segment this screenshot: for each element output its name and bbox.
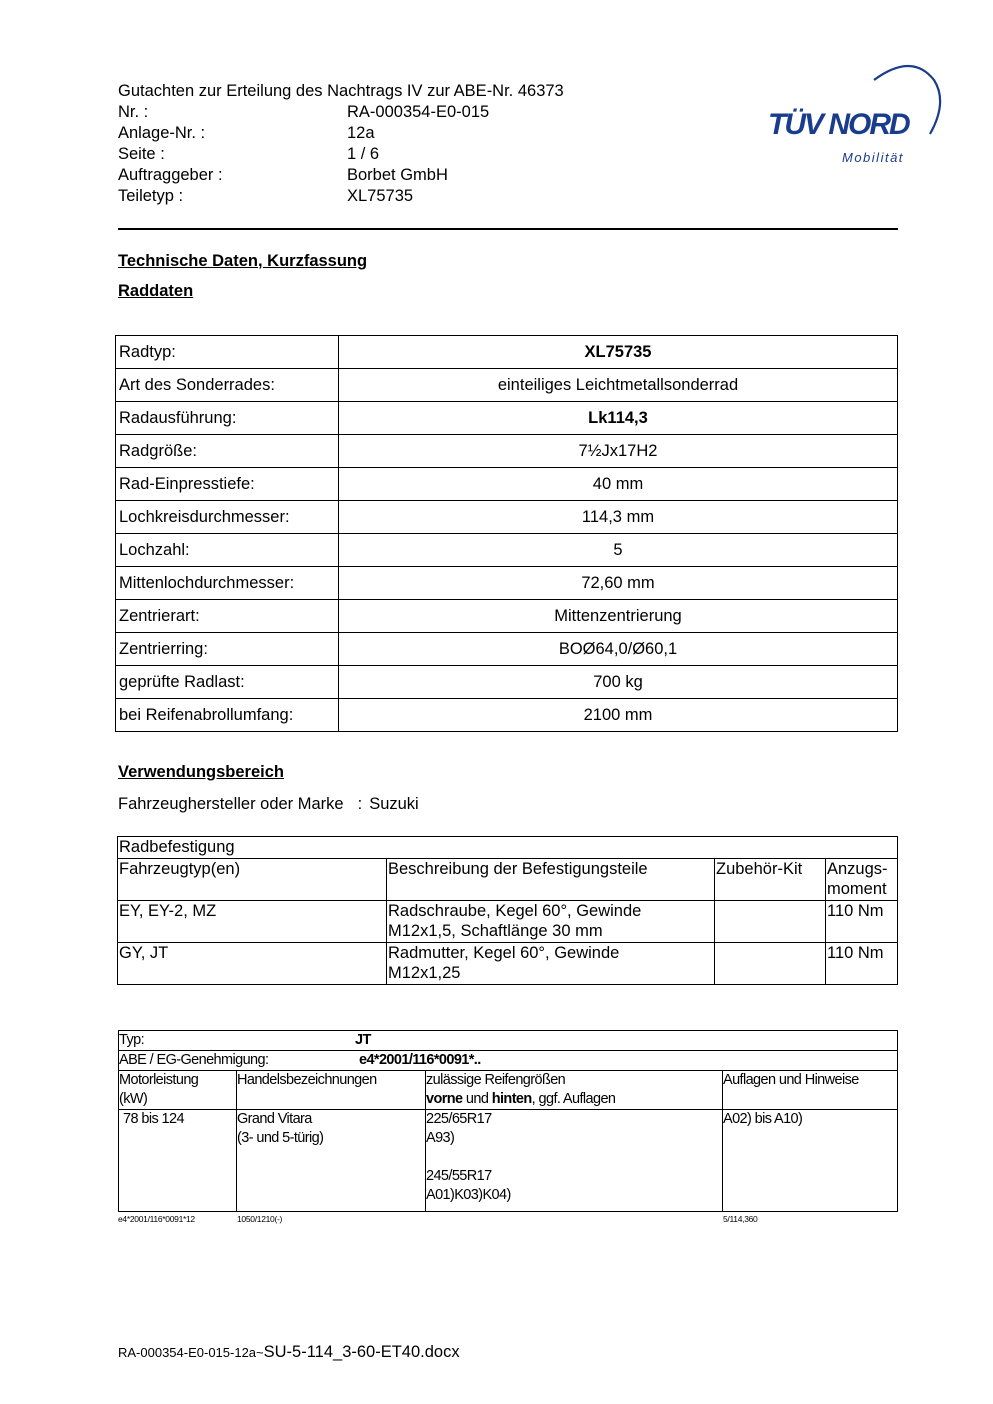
abe-row xyxy=(119,1051,898,1071)
header-row-teiletyp xyxy=(118,186,564,207)
column-header xyxy=(426,1071,723,1110)
cell-typ: EY, EY-2, MZ xyxy=(118,901,387,943)
raddaten-value: XL75735 xyxy=(339,336,898,369)
raddaten-value: BOØ64,0/Ø60,1 xyxy=(339,633,898,666)
header-und: und xyxy=(462,1091,492,1107)
table-row xyxy=(116,435,898,468)
table-row xyxy=(118,943,898,985)
column-header: Auflagen und Hinweise xyxy=(723,1071,898,1110)
header-label: Seite : xyxy=(118,145,165,163)
header-label: Anlage-Nr. : xyxy=(118,124,206,142)
tire-auflagen: A01)K03)K04) xyxy=(426,1187,511,1203)
raddaten-label: geprüfte Radlast: xyxy=(116,666,339,699)
page-footer xyxy=(118,1343,460,1362)
table-row xyxy=(116,633,898,666)
header-label: Nr. : xyxy=(118,103,149,121)
header-value: RA-000354-E0-015 xyxy=(347,103,490,121)
table-row xyxy=(116,501,898,534)
header-row-auftraggeber xyxy=(118,165,564,186)
header-reifen: zulässige Reifengrößen xyxy=(426,1072,566,1088)
raddaten-label: bei Reifenabrollumfang: xyxy=(116,699,339,732)
raddaten-label: Radgröße: xyxy=(116,435,339,468)
header-motor-unit: (kW) xyxy=(119,1091,148,1107)
header-label: Teiletyp : xyxy=(118,187,184,205)
typ-table xyxy=(118,1030,898,1212)
column-header: Anzugs-moment xyxy=(826,859,898,901)
cell-motor xyxy=(119,1110,237,1212)
table-row xyxy=(116,534,898,567)
table-row xyxy=(118,901,898,943)
table-row xyxy=(116,369,898,402)
cell-kit xyxy=(715,901,826,943)
cell-typ: GY, JT xyxy=(118,943,387,985)
table-row xyxy=(116,402,898,435)
typ-value: JT xyxy=(355,1032,371,1048)
raddaten-value: einteiliges Leichtmetallsonderrad xyxy=(339,369,898,402)
header-value: Borbet GmbH xyxy=(347,166,448,184)
header-divider xyxy=(118,228,898,230)
radbefestigung-title: Radbefestigung xyxy=(118,837,898,859)
table-row xyxy=(116,666,898,699)
column-header: Fahrzeugtyp(en) xyxy=(118,859,387,901)
tire-auflagen: A93) xyxy=(426,1130,455,1146)
header-row-seite xyxy=(118,144,564,165)
header-row-nr xyxy=(118,102,564,123)
footer-prefix: RA-000354-E0-015-12a~ xyxy=(118,1345,264,1360)
tuev-nord-logo xyxy=(762,58,942,170)
header-row-anlage xyxy=(118,123,564,144)
raddaten-label: Rad-Einpresstiefe: xyxy=(116,468,339,501)
raddaten-value: 7½Jx17H2 xyxy=(339,435,898,468)
header-motor: Motorleistung xyxy=(119,1072,199,1088)
cell-handel xyxy=(237,1110,426,1212)
hersteller-value: Suzuki xyxy=(369,795,419,813)
raddaten-value: 72,60 mm xyxy=(339,567,898,600)
raddaten-label: Radausführung: xyxy=(116,402,339,435)
raddaten-label: Mittenlochdurchmesser: xyxy=(116,567,339,600)
document-title: Gutachten zur Erteilung des Nachtrags IV zur ABE-Nr. 46373 xyxy=(118,82,564,100)
fahrzeughersteller xyxy=(118,795,419,814)
column-header: Beschreibung der Befestigungsteile xyxy=(387,859,715,901)
table-row xyxy=(116,336,898,369)
raddaten-table xyxy=(115,335,898,732)
abe-value: e4*2001/116*0091*.. xyxy=(359,1052,481,1068)
document-header xyxy=(118,81,564,207)
raddaten-value: 114,3 mm xyxy=(339,501,898,534)
header-reifen-sub xyxy=(426,1090,722,1109)
header-vorne: vorne xyxy=(426,1091,463,1107)
tire-size: 245/55R17 xyxy=(426,1168,492,1184)
table-row xyxy=(116,699,898,732)
raddaten-label: Zentrierring: xyxy=(116,633,339,666)
desc-line: Radmutter, Kegel 60°, Gewinde xyxy=(388,944,620,962)
heading-tech: Technische Daten, Kurzfassung xyxy=(118,252,368,270)
header-hinten: hinten xyxy=(491,1091,532,1107)
cell-moment: 110 Nm xyxy=(826,901,898,943)
motor-value: 78 bis 124 xyxy=(123,1111,184,1127)
table-row xyxy=(116,600,898,633)
cell-desc xyxy=(387,901,715,943)
raddaten-value: 2100 mm xyxy=(339,699,898,732)
column-header xyxy=(119,1071,237,1110)
tire-size: 225/65R17 xyxy=(426,1111,492,1127)
footnote-abe: e4*2001/116*0091*12 xyxy=(118,1214,195,1224)
raddaten-label: Lochkreisdurchmesser: xyxy=(116,501,339,534)
cell-kit xyxy=(715,943,826,985)
footnote-values: 1050/1210(-) xyxy=(237,1214,283,1224)
heading-verwendung: Verwendungsbereich xyxy=(118,763,284,781)
desc-line: M12x1,5, Schaftlänge 30 mm xyxy=(388,922,603,940)
table-title-row xyxy=(118,837,898,859)
raddaten-label: Lochzahl: xyxy=(116,534,339,567)
footer-filename: SU-5-114_3-60-ET40.docx xyxy=(263,1343,460,1361)
cell-moment: 110 Nm xyxy=(826,943,898,985)
hersteller-label: Fahrzeughersteller oder Marke xyxy=(118,795,344,813)
raddaten-value: 40 mm xyxy=(339,468,898,501)
table-row xyxy=(119,1110,898,1212)
handel-name: Grand Vitara xyxy=(237,1111,312,1127)
header-value: XL75735 xyxy=(347,187,414,205)
cell-auflagen: A02) bis A10) xyxy=(723,1110,898,1212)
raddaten-label: Radtyp: xyxy=(116,336,339,369)
column-header: Zubehör-Kit xyxy=(715,859,826,901)
raddaten-value: Mittenzentrierung xyxy=(339,600,898,633)
heading-raddaten: Raddaten xyxy=(118,282,194,300)
header-label: Auftraggeber : xyxy=(118,166,223,184)
typ-row xyxy=(119,1031,898,1051)
typ-label: Typ: xyxy=(119,1032,144,1048)
table-row xyxy=(116,468,898,501)
typ-header-row xyxy=(119,1071,898,1110)
table-row xyxy=(116,567,898,600)
header-auflagen-suffix: , ggf. Auflagen xyxy=(531,1091,616,1107)
raddaten-label: Art des Sonderrades: xyxy=(116,369,339,402)
cell-reifen xyxy=(426,1110,723,1212)
header-value: 1 / 6 xyxy=(347,145,380,163)
desc-line: Radschraube, Kegel 60°, Gewinde xyxy=(388,902,642,920)
hersteller-sep: : xyxy=(357,795,363,813)
desc-line: M12x1,25 xyxy=(388,964,461,982)
logo-subtitle: Mobilität xyxy=(842,150,904,165)
cell-desc xyxy=(387,943,715,985)
raddaten-value: 5 xyxy=(339,534,898,567)
abe-label: ABE / EG-Genehmigung: xyxy=(119,1052,269,1068)
table-header-row xyxy=(118,859,898,901)
radbefestigung-table xyxy=(117,836,898,985)
header-value: 12a xyxy=(347,124,375,142)
raddaten-value: Lk114,3 xyxy=(339,402,898,435)
footnote-lk: 5/114,360 xyxy=(723,1214,758,1224)
column-header: Handelsbezeichnungen xyxy=(237,1071,426,1110)
logo-wordmark: TÜV NORD xyxy=(768,108,909,141)
raddaten-value: 700 kg xyxy=(339,666,898,699)
handel-variant: (3- und 5-türig) xyxy=(237,1130,324,1146)
raddaten-label: Zentrierart: xyxy=(116,600,339,633)
